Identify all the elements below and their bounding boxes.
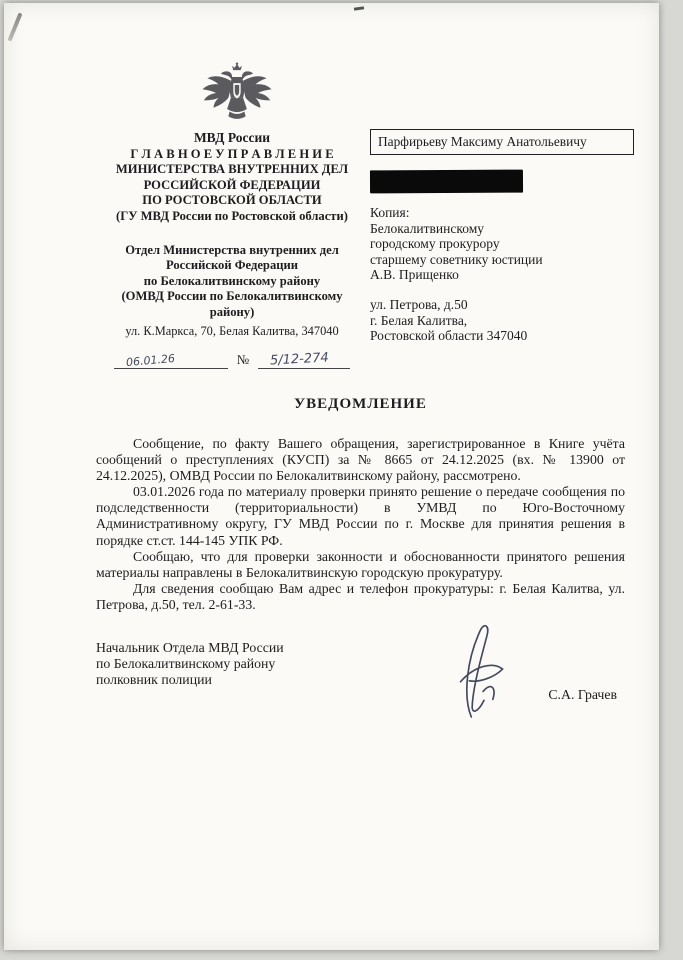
reference-line	[88, 348, 376, 369]
signatory-position-line: полковник полиции	[96, 672, 212, 688]
redaction-bar	[370, 170, 523, 194]
recipient-block	[370, 129, 634, 344]
signatory-position-line: по Белокалитвинскому району	[96, 656, 276, 672]
date-underline	[114, 350, 228, 369]
signatory-position-line: Начальник Отдела МВД России	[96, 640, 284, 655]
copy-line: городскому прокурору	[370, 236, 500, 252]
letterhead-line: Г Л А В Н О Е У П Р А В Л Е Н И Е	[130, 147, 334, 161]
document-body	[96, 436, 625, 613]
letterhead-line: (ОМВД России по Белокалитвинскому	[121, 289, 343, 304]
handwritten-number: 5/12-274	[269, 350, 330, 369]
letterhead-line: Российской Федерации	[165, 258, 299, 273]
letterhead-department-block	[88, 243, 376, 320]
prosecutor-address	[370, 297, 634, 344]
handwritten-signature	[440, 616, 528, 726]
prosecutor-address-line: г. Белая Калитва,	[370, 312, 468, 328]
body-paragraph: Сообщение, по факту Вашего обращения, зарегистрированное в Книге учёта сообщений о преступлениях (КУСП) за № 8665 от 24.12.2025 (вх. № 13900 от 24.12.2025), ОМВД России по Белокалитвинскому району, рассмотрено.	[96, 436, 625, 484]
handwritten-date: 06.01.26	[125, 351, 176, 370]
document-page	[4, 3, 659, 950]
letterhead	[88, 129, 376, 369]
copy-line: А.В. Прищенко	[370, 267, 459, 283]
number-sign: №	[236, 352, 250, 368]
letterhead-line: РОССИЙСКОЙ ФЕДЕРАЦИИ	[143, 177, 321, 192]
scan-artifact-top-mark	[354, 6, 364, 10]
document-title: УВЕДОМЛЕНИЕ	[294, 396, 427, 412]
letterhead-address: ул. К.Маркса, 70, Белая Калитва, 347040	[125, 324, 339, 339]
copy-line: Белокалитвинскому	[370, 220, 485, 236]
addressee-box	[370, 129, 634, 155]
body-paragraph: Сообщаю, что для проверки законности и обоснованности принятого решения материалы направлены в Белокалитвинскую городскую прокуратуру.	[96, 548, 625, 580]
letterhead-line: Отдел Министерства внутренних дел	[125, 243, 339, 258]
letterhead-line: по Белокалитвинскому району	[143, 273, 321, 288]
letterhead-main-block	[88, 147, 376, 224]
letterhead-ministry: МВД России	[193, 130, 271, 145]
body-paragraph: 03.01.2026 года по материалу проверки принято решение о передаче сообщения по подследственности (территориальности) в УМВД по Юго-Восточному Административному округу, ГУ МВД России по г. Москве для принятия решения в порядке ст.ст. 144-145 УПК РФ.	[96, 484, 625, 548]
number-underline	[258, 350, 350, 369]
copy-line: старшему советнику юстиции	[370, 251, 543, 267]
prosecutor-address-line: ул. Петрова, д.50	[370, 296, 468, 312]
prosecutor-address-line: Ростовской области 347040	[370, 328, 528, 344]
letterhead-line: (ГУ МВД России по Ростовской области)	[116, 208, 348, 223]
copy-label: Копия:	[370, 205, 410, 220]
letterhead-line: району)	[209, 304, 255, 319]
mvd-eagle-emblem	[200, 61, 274, 125]
body-paragraph: Для сведения сообщаю Вам адрес и телефон прокуратуры: г. Белая Калитва, ул. Петрова, д.50, тел. 2-61-33.	[96, 580, 625, 612]
signature-block	[96, 640, 625, 702]
letterhead-line: ПО РОСТОВСКОЙ ОБЛАСТИ	[142, 193, 322, 208]
scan-artifact-corner-fold	[8, 12, 23, 41]
letterhead-line: МИНИСТЕРСТВА ВНУТРЕННИХ ДЕЛ	[115, 162, 349, 177]
addressee-name: Парфирьеву Максиму Анатольевичу	[378, 134, 587, 149]
signatory-name: С.А. Грачев	[548, 687, 617, 702]
